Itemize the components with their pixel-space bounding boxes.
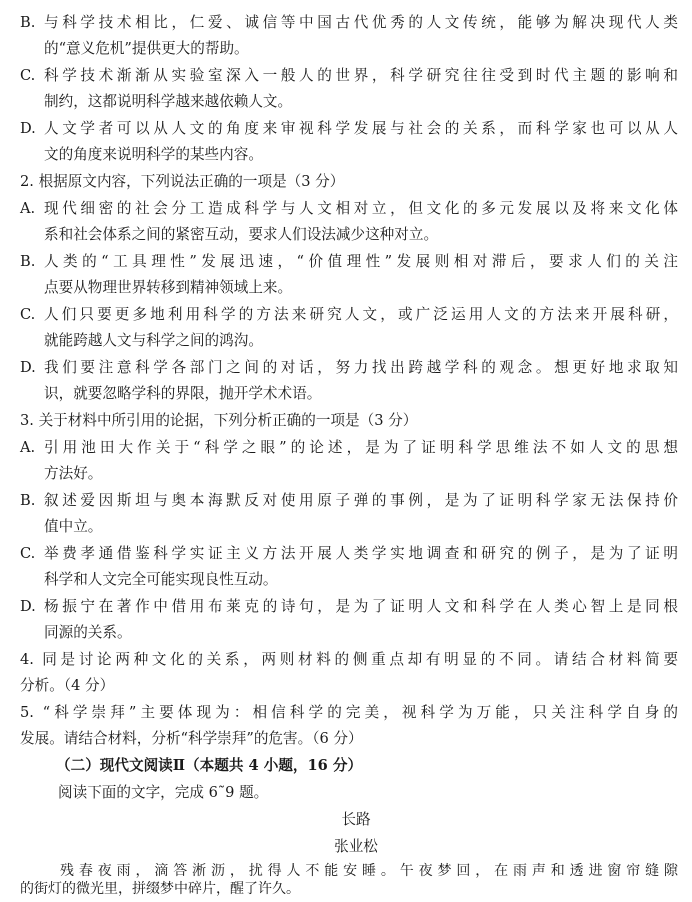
option-text: 方法好。 — [44, 465, 103, 482]
option-text: 我们要注意科学各部门之间的对话，努力找出跨越学科的观念。想更好地求取知 — [44, 359, 678, 376]
option-text: 系和社会体系之间的紧密互动，要求人们设法减少这种对立。 — [44, 226, 439, 243]
section-title: （二）现代文阅读Ⅱ（本题共 4 小题，16 分） — [56, 757, 363, 774]
option-text: 杨振宁在著作中借用布莱克的诗句，是为了证明人文和科学在人类心智上是同根 — [44, 598, 678, 615]
option-text: 举费孝通借鉴科学实证主义方法开展人类学实地调查和研究的例子，是为了证明 — [44, 545, 678, 562]
q2-option-a-cont — [0, 222, 692, 248]
instruction-text: 阅读下面的文字，完成 6˜9 题。 — [58, 784, 269, 801]
option-label: A. — [20, 200, 36, 217]
question-text: 分析。（4 分） — [20, 677, 115, 694]
option-text: 叙述爱因斯坦与奥本海默反对使用原子弹的事例，是为了证明科学家无法保持价 — [44, 492, 678, 509]
option-text: 引用池田大作关于“科学之眼”的论述，是为了证明科学思维法不如人文的思想 — [44, 439, 678, 456]
question-text: 5. “科学崇拜”主要体现为：相信科学的完美，视科学为万能，只关注科学自身的 — [20, 704, 678, 721]
option-label: A. — [20, 439, 36, 456]
q2-stem — [0, 169, 692, 195]
q3-option-d — [0, 594, 692, 620]
option-text: 识，就要忽略学科的界限，抛开学术术语。 — [44, 385, 322, 402]
option-text: 现代细密的社会分工造成科学与人文相对立，但文化的多元发展以及将来文化体 — [44, 200, 678, 217]
article-text: 残春夜雨，滴答淅沥，扰得人不能安睡。午夜梦回，在雨声和透进窗帘缝隙 — [60, 863, 678, 879]
q2-option-b — [0, 249, 692, 275]
option-text: 同源的关系。 — [44, 624, 132, 641]
option-label: C. — [20, 545, 36, 562]
q3-stem — [0, 408, 692, 434]
q3-option-a — [0, 435, 692, 461]
question-text: 发展。请结合材料，分析“科学崇拜”的危害。（6 分） — [20, 730, 363, 747]
q3-option-b-cont — [0, 514, 692, 540]
article-author — [0, 834, 692, 860]
article-text: 的街灯的微光里，拼缀梦中碎片，醒了许久。 — [20, 881, 300, 897]
q1-option-d-cont — [0, 142, 692, 168]
q4-line1 — [0, 647, 692, 673]
q3-option-c — [0, 541, 692, 567]
question-text: 4. 同是讨论两种文化的关系，两则材料的侧重点却有明显的不同。请结合材料简要 — [20, 651, 678, 668]
option-text: 人们只要更多地利用科学的方法来研究人文，或广泛运用人文的方法来开展科研， — [44, 306, 678, 323]
option-label: D. — [20, 359, 36, 376]
q2-option-a — [0, 196, 692, 222]
option-text: 文的角度来说明科学的某些内容。 — [44, 146, 263, 163]
option-label: B. — [20, 492, 36, 509]
article-author-text: 张业松 — [334, 838, 378, 855]
q3-option-b — [0, 488, 692, 514]
q2-option-b-cont — [0, 275, 692, 301]
q4-line2 — [0, 673, 692, 699]
q1-option-d — [0, 116, 692, 142]
option-label: C. — [20, 306, 36, 323]
option-text: 的“意义危机”提供更大的帮助。 — [44, 40, 249, 57]
q5-line1 — [0, 700, 692, 726]
question-stem: 3. 关于材料中所引用的论据，下列分析正确的一项是（3 分） — [20, 412, 418, 429]
option-label: B. — [20, 253, 36, 270]
option-text: 科学和人文完全可能实现良性互动。 — [44, 571, 278, 588]
article-title-text: 长路 — [341, 811, 371, 828]
option-text: 就能跨越人文与科学之间的鸿沟。 — [44, 332, 263, 349]
section-instruction — [0, 780, 692, 806]
q2-option-d — [0, 355, 692, 381]
q3-option-d-cont — [0, 620, 692, 646]
option-text: 值中立。 — [44, 518, 103, 535]
question-stem: 2. 根据原文内容，下列说法正确的一项是（3 分） — [20, 173, 345, 190]
option-text: 科学技术渐渐从实验室深入一般人的世界，科学研究往往受到时代主题的影响和 — [44, 67, 678, 84]
q2-option-c-cont — [0, 328, 692, 354]
article-title — [0, 807, 692, 833]
option-text: 人文学者可以从人文的角度来审视科学发展与社会的关系，而科学家也可以从人 — [44, 120, 678, 137]
option-label: B. — [20, 14, 36, 31]
q3-option-c-cont — [0, 567, 692, 593]
option-text: 制约，这都说明科学越来越依赖人文。 — [44, 93, 293, 110]
q1-option-c — [0, 63, 692, 89]
option-label: D. — [20, 120, 36, 137]
article-paragraph-line2 — [0, 876, 692, 902]
q3-option-a-cont — [0, 461, 692, 487]
option-text: 与科学技术相比，仁爱、诚信等中国古代优秀的人文传统，能够为解决现代人类 — [44, 14, 678, 31]
option-text: 人类的“工具理性”发展迅速，“价值理性”发展则相对滞后，要求人们的关注 — [44, 253, 678, 270]
q2-option-d-cont — [0, 381, 692, 407]
q5-line2 — [0, 726, 692, 752]
q2-option-c — [0, 302, 692, 328]
option-label: D. — [20, 598, 36, 615]
section-heading — [0, 753, 692, 779]
option-label: C. — [20, 67, 36, 84]
q1-option-b-cont — [0, 36, 692, 62]
option-text: 点要从物理世界转移到精神领域上来。 — [44, 279, 293, 296]
q1-option-b — [0, 10, 692, 36]
q1-option-c-cont — [0, 89, 692, 115]
